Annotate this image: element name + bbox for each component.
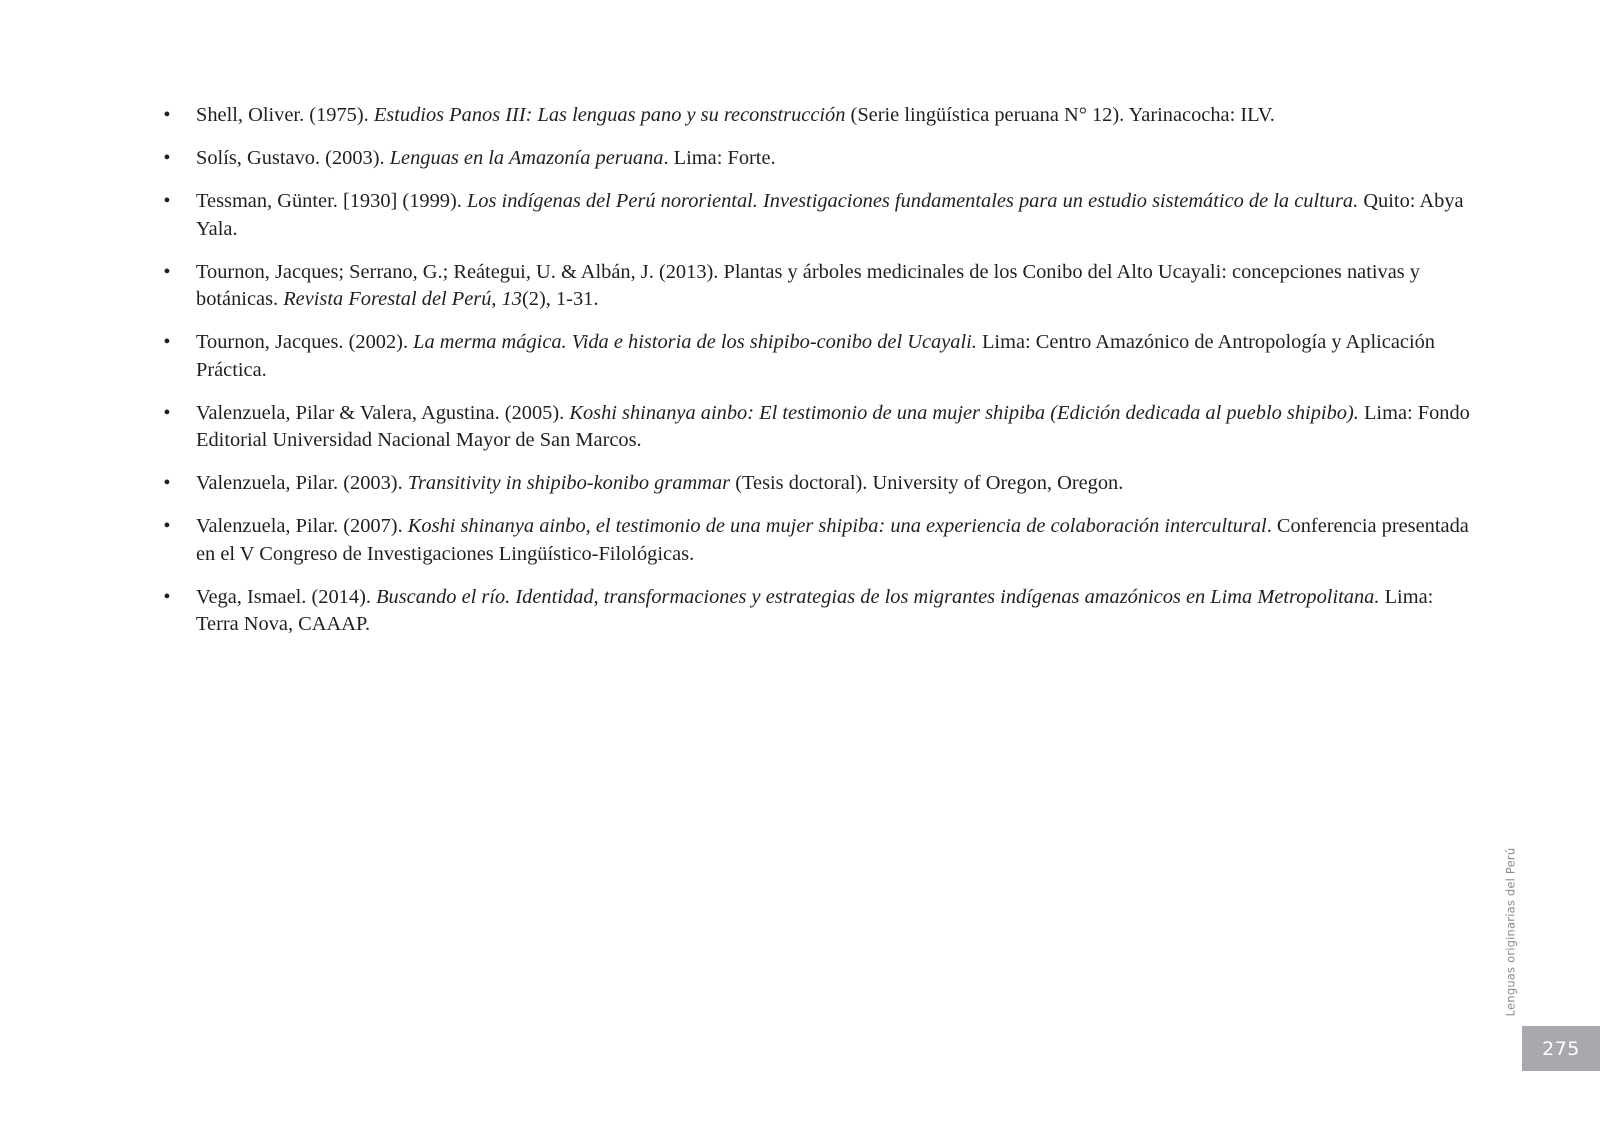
page-number: 275 — [1542, 1037, 1580, 1060]
bullet: • — [163, 401, 171, 424]
reference-title: Estudios Panos III: Las lenguas pano y su reconstrucción — [373, 104, 846, 126]
running-title — [1500, 845, 1520, 1018]
reference-text: Lima: Centro Amazónico de Antropología y Aplicación Práctica. — [196, 331, 1435, 381]
reference-volume: 13 — [501, 288, 522, 310]
reference-text: . Conferencia presentada en el V Congreso de Investigaciones Lingüístico-Filológicas. — [196, 515, 1469, 565]
reference-item — [160, 513, 1478, 568]
reference-text: Quito: Abya Yala. — [196, 190, 1464, 240]
reference-text: (2), 1-31. — [522, 288, 599, 310]
reference-title: Koshi shinanya ainbo, el testimonio de una mujer shipiba: una experiencia de colaboración intercultural — [407, 515, 1267, 537]
reference-text: . Lima: Forte. — [663, 147, 776, 169]
reference-title: La merma mágica. Vida e historia de los shipibo-conibo del Ucayali. — [413, 331, 977, 353]
bullet: • — [163, 147, 171, 169]
page-number-box — [1522, 1026, 1600, 1071]
reference-item — [160, 584, 1478, 639]
reference-item — [160, 329, 1478, 384]
bullet: • — [163, 104, 171, 126]
reference-item — [160, 102, 1478, 130]
reference-text: , — [491, 288, 502, 310]
reference-title: Koshi shinanya ainbo: El testimonio de una mujer shipiba (Edición dedicada al pueblo shipibo). — [569, 401, 1359, 424]
reference-text: Tessman, Günter. [1930] (1999). — [196, 190, 467, 212]
reference-title: Buscando el río. Identidad, transformaciones y estrategias de los migrantes indígenas amazónicos en Lima Metropolitana. — [376, 585, 1380, 608]
reference-item — [160, 470, 1478, 498]
reference-text: (Tesis doctoral). University of Oregon, Oregon. — [730, 472, 1124, 494]
reference-title: Los indígenas del Perú nororiental. Investigaciones fundamentales para un estudio sistemático de la cultura. — [466, 190, 1359, 212]
reference-item — [160, 145, 1478, 173]
reference-text: Vega, Ismael. (2014). — [196, 585, 377, 608]
reference-text: Tournon, Jacques. (2002). — [196, 331, 414, 353]
reference-text: Lima: Fondo Editorial Universidad Nacional Mayor de San Marcos. — [196, 401, 1470, 451]
reference-text: Shell, Oliver. (1975). — [196, 104, 374, 126]
running-title-text: Lenguas originarias del Perú — [1503, 847, 1518, 1016]
reference-item — [160, 259, 1478, 314]
reference-item — [160, 400, 1478, 455]
bullet: • — [163, 190, 171, 212]
reference-title: Lenguas en la Amazonía peruana — [389, 147, 664, 169]
bullet: • — [163, 331, 171, 353]
reference-item — [160, 188, 1478, 243]
bullet: • — [163, 515, 171, 537]
reference-text: (Serie lingüística peruana N° 12). Yarinacocha: ILV. — [845, 104, 1275, 126]
bullet: • — [163, 472, 171, 494]
reference-journal: Revista Forestal del Perú — [283, 288, 492, 310]
reference-text: Valenzuela, Pilar & Valera, Agustina. (2005). — [196, 401, 570, 424]
reference-text: Valenzuela, Pilar. (2003). — [196, 472, 408, 494]
reference-text: Lima: Terra Nova, CAAAP. — [196, 585, 1434, 635]
reference-text: Tournon, Jacques; Serrano, G.; Reátegui, U. & Albán, J. (2013). Plantas y árboles medicinales de los Conibo del Alto Ucayali: concepciones nativas y botánicas. — [196, 260, 1421, 310]
reference-title: Transitivity in shipibo-konibo grammar — [407, 472, 731, 494]
reference-list — [160, 102, 1478, 654]
bullet: • — [163, 260, 171, 283]
reference-text: Solís, Gustavo. (2003). — [196, 147, 390, 169]
reference-text: Valenzuela, Pilar. (2007). — [196, 515, 408, 537]
bullet: • — [163, 585, 171, 608]
